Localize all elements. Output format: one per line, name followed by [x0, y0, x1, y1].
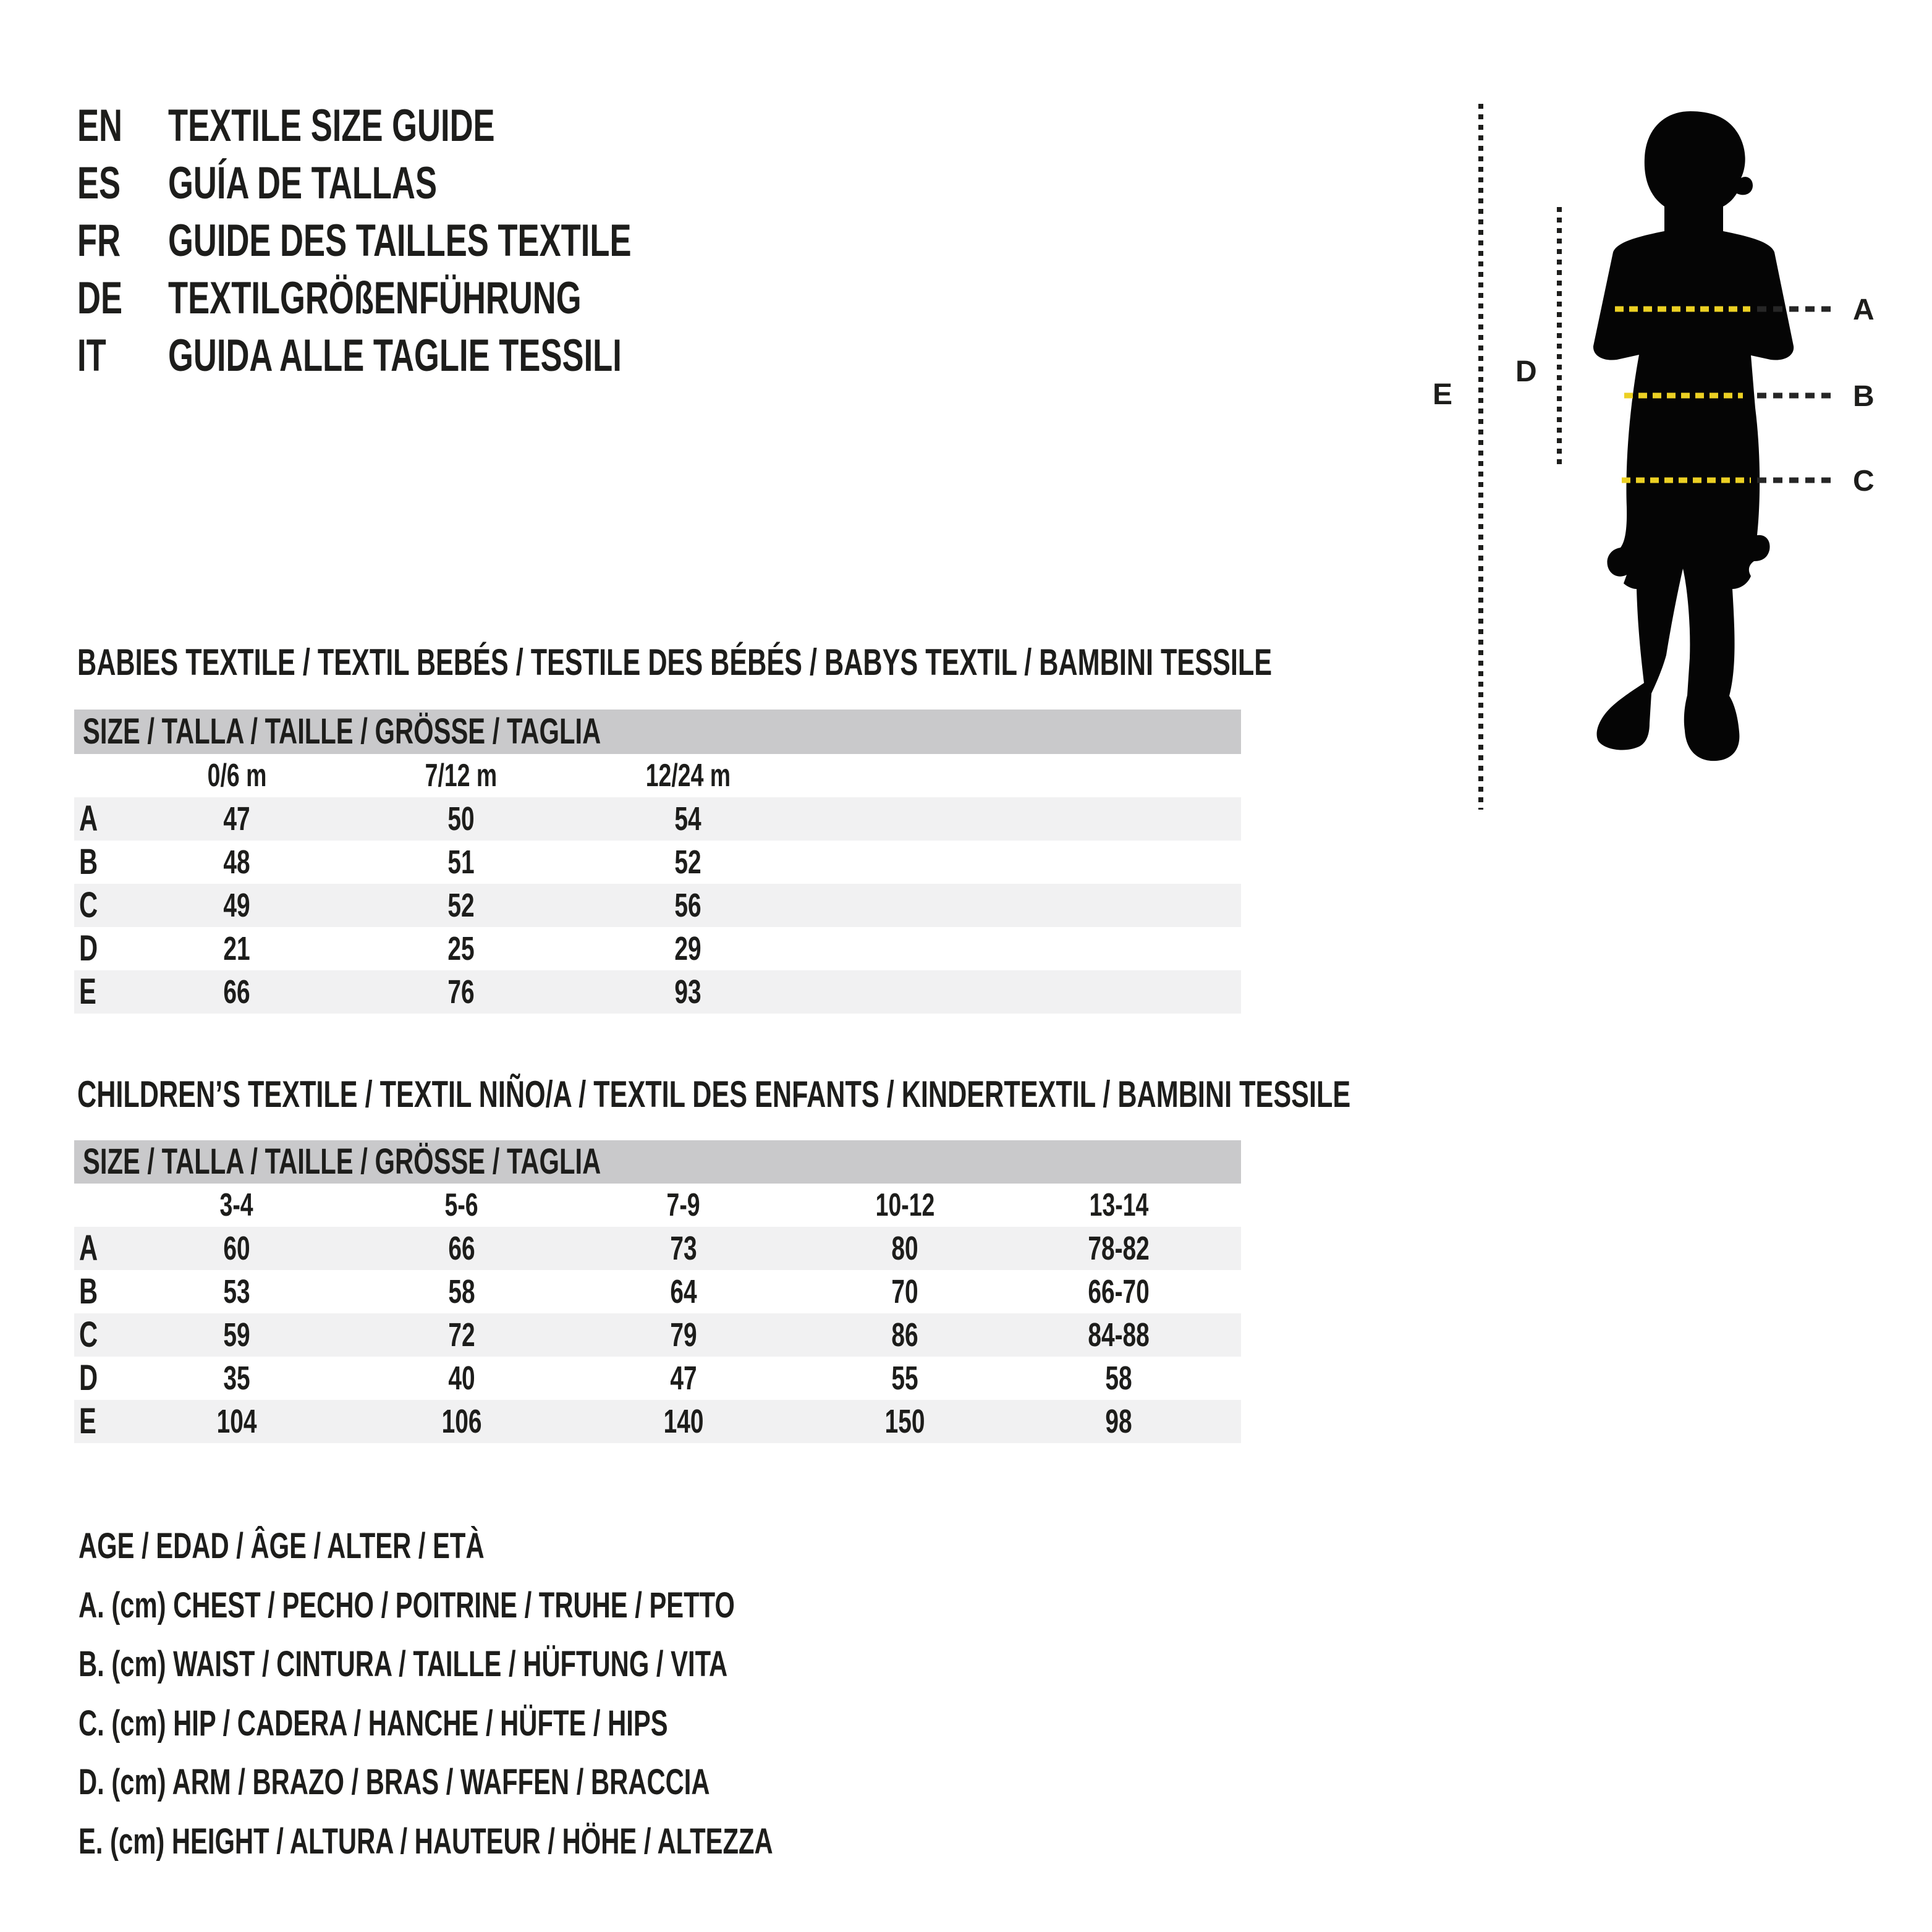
row-label: C: [79, 885, 98, 925]
column-header: 10-12: [875, 1187, 934, 1223]
figure-label-c: C: [1853, 465, 1875, 498]
cell-value: 58: [448, 1273, 475, 1310]
column-header: 0/6 m: [207, 758, 266, 794]
cell-value: 78-82: [1088, 1230, 1150, 1267]
cell-value: 76: [447, 973, 475, 1010]
cell-value: 29: [674, 930, 701, 967]
babies-column-header-row: [74, 754, 1241, 797]
column-header: 7-9: [666, 1187, 701, 1223]
table-row: [74, 841, 1241, 884]
size-header-label: SIZE / TALLA / TAILLE / GRÖSSE / TAGLIA: [83, 1142, 601, 1182]
row-label: E: [79, 1401, 96, 1441]
cell-value: 66: [448, 1230, 475, 1267]
row-label: E: [79, 972, 96, 1012]
cell-value: 47: [223, 800, 250, 837]
babies-size-header-bar: [74, 710, 1241, 754]
table-row: [74, 797, 1241, 841]
cell-value: 52: [674, 844, 701, 881]
row-label: A: [79, 799, 98, 839]
lang-code: DE: [77, 273, 123, 323]
cell-value: 93: [674, 973, 701, 1010]
cell-value: 47: [670, 1360, 697, 1397]
row-label: D: [79, 1358, 98, 1398]
guide-title: GUÍA DE TALLAS: [168, 158, 438, 208]
child-silhouette-figure: [1409, 74, 1932, 841]
table-row: [74, 1270, 1241, 1313]
table-row: [74, 1400, 1241, 1443]
legend-line-hip: C. (cm) HIP / CADERA / HANCHE / HÜFTE / HIPS: [78, 1703, 668, 1743]
cell-value: 59: [223, 1316, 250, 1354]
column-header: 13-14: [1089, 1187, 1148, 1223]
table-row: [74, 1313, 1241, 1357]
children-section-title: CHILDREN’S TEXTILE / TEXTIL NIÑO/A / TEXTIL DES ENFANTS / KINDERTEXTIL / BAMBINI TESSILE: [77, 1074, 1351, 1115]
cell-value: 150: [884, 1403, 925, 1440]
cell-value: 64: [670, 1273, 697, 1310]
cell-value: 49: [223, 887, 250, 924]
figure-label-e: E: [1433, 378, 1453, 411]
cell-value: 56: [674, 887, 701, 924]
row-label: B: [79, 1271, 98, 1311]
legend-line-waist: B. (cm) WAIST / CINTURA / TAILLE / HÜFTUNG / VITA: [78, 1644, 728, 1684]
cell-value: 51: [447, 844, 475, 881]
figure-label-a: A: [1853, 294, 1875, 326]
children-size-header-bar: [74, 1140, 1241, 1184]
legend-line-age: AGE / EDAD / ÂGE / ALTER / ETÀ: [78, 1526, 485, 1566]
column-header: 3-4: [219, 1187, 254, 1223]
figure-label-b: B: [1853, 380, 1875, 413]
cell-value: 80: [891, 1230, 918, 1267]
cell-value: 72: [448, 1316, 475, 1354]
legend-line-arm: D. (cm) ARM / BRAZO / BRAS / WAFFEN / BRACCIA: [78, 1762, 710, 1802]
cell-value: 55: [891, 1360, 918, 1397]
guide-title: TEXTILGRÖßENFÜHRUNG: [168, 273, 582, 323]
lang-code: EN: [77, 101, 123, 151]
cell-value: 50: [447, 800, 475, 837]
row-label: B: [79, 842, 98, 882]
cell-value: 52: [447, 887, 475, 924]
cell-value: 60: [223, 1230, 250, 1267]
guide-title: TEXTILE SIZE GUIDE: [168, 101, 495, 151]
lang-code: IT: [77, 331, 106, 381]
size-header-label: SIZE / TALLA / TAILLE / GRÖSSE / TAGLIA: [83, 711, 601, 752]
cell-value: 70: [891, 1273, 918, 1310]
cell-value: 66: [223, 973, 250, 1010]
table-row: [74, 1357, 1241, 1400]
cell-value: 73: [670, 1230, 697, 1267]
babies-section-title: BABIES TEXTILE / TEXTIL BEBÉS / TESTILE DES BÉBÉS / BABYS TEXTIL / BAMBINI TESSILE: [77, 642, 1273, 683]
row-label: C: [79, 1315, 98, 1355]
figure-label-d: D: [1515, 355, 1537, 388]
children-size-table: [74, 1140, 1241, 1443]
cell-value: 86: [891, 1316, 918, 1354]
guide-title: GUIDE DES TAILLES TEXTILE: [168, 216, 632, 266]
table-row: [74, 927, 1241, 970]
cell-value: 21: [223, 930, 250, 967]
lang-code: FR: [77, 216, 121, 266]
cell-value: 40: [448, 1360, 475, 1397]
cell-value: 140: [663, 1403, 704, 1440]
legend-line-chest: A. (cm) CHEST / PECHO / POITRINE / TRUHE / PETTO: [78, 1585, 735, 1625]
cell-value: 84-88: [1088, 1316, 1150, 1354]
legend-line-height: E. (cm) HEIGHT / ALTURA / HAUTEUR / HÖHE / ALTEZZA: [78, 1821, 773, 1862]
column-header: 12/24 m: [645, 758, 731, 794]
cell-value: 58: [1105, 1360, 1132, 1397]
children-column-header-row: [74, 1184, 1241, 1227]
row-label: A: [79, 1228, 98, 1268]
cell-value: 79: [670, 1316, 697, 1354]
cell-value: 53: [223, 1273, 250, 1310]
column-header: 5-6: [444, 1187, 479, 1223]
cell-value: 35: [223, 1360, 250, 1397]
babies-size-table: [74, 710, 1241, 1014]
cell-value: 48: [223, 844, 250, 881]
guide-title: GUIDA ALLE TAGLIE TESSILI: [168, 331, 622, 381]
column-header: 7/12 m: [425, 758, 498, 794]
cell-value: 106: [441, 1403, 482, 1440]
cell-value: 25: [447, 930, 475, 967]
lang-code: ES: [77, 158, 121, 208]
cell-value: 104: [216, 1403, 257, 1440]
cell-value: 66-70: [1088, 1273, 1150, 1310]
table-row: [74, 884, 1241, 927]
cell-value: 54: [674, 800, 701, 837]
row-label: D: [79, 928, 98, 968]
table-row: [74, 1227, 1241, 1270]
cell-value: 98: [1105, 1403, 1132, 1440]
table-row: [74, 970, 1241, 1014]
measurement-legend: [78, 1517, 1043, 1871]
